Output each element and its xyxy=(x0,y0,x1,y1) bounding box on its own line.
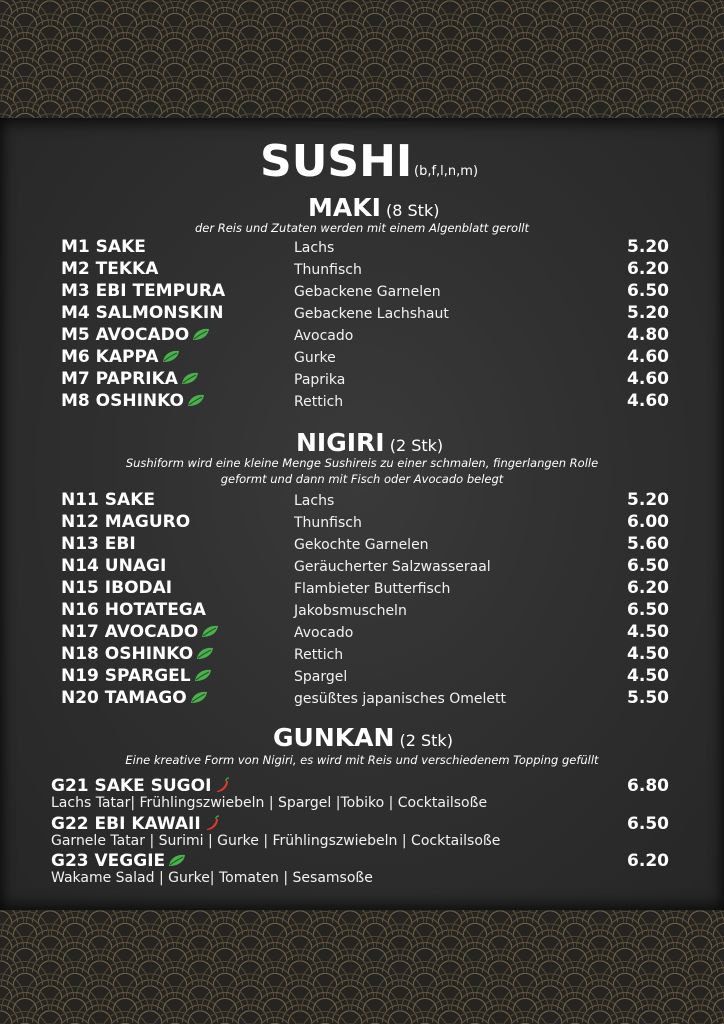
leaf-icon xyxy=(161,349,181,369)
section-heading-nigiri: NIGIRI (2 Stk) xyxy=(296,428,444,457)
menu-item-price: 5.20 xyxy=(627,303,669,323)
menu-item-description: Flambieter Butterfisch xyxy=(294,581,451,597)
menu-item-price: 4.60 xyxy=(627,347,669,367)
menu-item-price: 4.60 xyxy=(627,391,669,411)
menu-item-code: N12 MAGURO xyxy=(61,512,191,532)
menu-item-price: 6.80 xyxy=(627,776,669,796)
leaf-icon xyxy=(189,690,209,710)
menu-item-code: M3 EBI TEMPURA xyxy=(61,281,226,301)
menu-item-description: Thunfisch xyxy=(294,515,362,531)
menu-item-code: M7 PAPRIKA xyxy=(61,369,200,391)
menu-item-code: N19 SPARGEL xyxy=(61,666,213,688)
menu-item-code: M4 SALMONSKIN xyxy=(61,303,224,323)
menu-item-description: Gekochte Garnelen xyxy=(294,537,429,553)
wave-pattern-top xyxy=(0,0,724,118)
menu-item-description: Gebackene Garnelen xyxy=(294,284,441,300)
leaf-icon xyxy=(193,668,213,688)
menu-item-price: 4.50 xyxy=(627,622,669,642)
section-heading-maki: MAKI (8 Stk) xyxy=(308,193,440,222)
menu-item-code: M6 KAPPA xyxy=(61,347,181,369)
leaf-icon xyxy=(186,393,206,413)
menu-item-price: 4.80 xyxy=(627,325,669,345)
menu-item-code: G22 EBI KAWAII xyxy=(51,814,220,836)
menu-item-code: N15 IBODAI xyxy=(61,578,173,598)
menu-item-code: N20 TAMAGO xyxy=(61,688,209,710)
leaf-icon xyxy=(191,327,211,347)
menu-item-code: N18 OSHINKO xyxy=(61,644,215,666)
menu-item-code: N14 UNAGI xyxy=(61,556,167,576)
menu-item-description: Lachs Tatar| Frühlingszwiebeln | Spargel |Tobiko | Cocktailsoße xyxy=(51,795,488,811)
menu-item-description: Gebackene Lachshaut xyxy=(294,306,449,322)
menu-item-price: 6.00 xyxy=(627,512,669,532)
menu-item-price: 5.20 xyxy=(627,237,669,257)
menu-item-code: N16 HOTATEGA xyxy=(61,600,206,620)
menu-item-description: Lachs xyxy=(294,240,335,256)
menu-title: SUSHI xyxy=(260,136,413,187)
nigiri-note-line1: Sushiform wird eine kleine Menge Sushireis zu einer schmalen, fingerlangen Rolle xyxy=(125,456,599,470)
menu-item-description: Jakobsmuscheln xyxy=(294,603,407,619)
menu-item-description: Paprika xyxy=(294,372,346,388)
menu-item-price: 6.50 xyxy=(627,556,669,576)
menu-item-description: Thunfisch xyxy=(294,262,362,278)
menu-item-description: Spargel xyxy=(294,669,348,685)
allergen-codes: (b,f,l,n,m) xyxy=(414,164,479,179)
menu-item-price: 4.50 xyxy=(627,644,669,664)
menu-item-description: Lachs xyxy=(294,493,335,509)
menu-item-code: N11 SAKE xyxy=(61,490,155,510)
menu-item-price: 6.50 xyxy=(627,281,669,301)
menu-item-price: 6.50 xyxy=(627,600,669,620)
wave-pattern-bottom xyxy=(0,910,724,1024)
leaf-icon xyxy=(195,646,215,666)
menu-item-price: 6.50 xyxy=(627,814,669,834)
menu-item-code: M2 TEKKA xyxy=(61,259,159,279)
menu-item-code: G23 VEGGIE xyxy=(51,851,187,873)
menu-item-description: Avocado xyxy=(294,328,354,344)
menu-item-description: Rettich xyxy=(294,394,344,410)
menu-item-code: N17 AVOCADO xyxy=(61,622,220,644)
menu-item-description: Rettich xyxy=(294,647,344,663)
menu-item-code: M5 AVOCADO xyxy=(61,325,211,347)
menu-item-description: Wakame Salad | Gurke| Tomaten | Sesamsoße xyxy=(51,870,373,886)
menu-item-code: N13 EBI xyxy=(61,534,136,554)
menu-item-price: 6.20 xyxy=(627,259,669,279)
menu-item-price: 6.20 xyxy=(627,578,669,598)
leaf-icon xyxy=(180,371,200,391)
menu-item-description: Gurke xyxy=(294,350,336,366)
menu-item-price: 5.20 xyxy=(627,490,669,510)
menu-item-description: Avocado xyxy=(294,625,354,641)
menu-item-description: gesüßtes japanisches Omelett xyxy=(294,691,507,707)
section-heading-gunkan: GUNKAN (2 Stk) xyxy=(273,723,453,752)
menu-item-price: 4.50 xyxy=(627,666,669,686)
maki-note: der Reis und Zutaten werden mit einem Algenblatt gerollt xyxy=(194,221,529,235)
leaf-icon xyxy=(200,624,220,644)
menu-item-price: 5.60 xyxy=(627,534,669,554)
menu-item-code: M1 SAKE xyxy=(61,237,146,257)
menu-item-description: Garnele Tatar | Surimi | Gurke | Frühlingszwiebeln | Cocktailsoße xyxy=(51,833,501,849)
gunkan-note: Eine kreative Form von Nigiri, es wird mit Reis und verschiedenem Topping gefüllt xyxy=(125,753,599,767)
menu-item-code: M8 OSHINKO xyxy=(61,391,206,413)
menu-item-price: 5.50 xyxy=(627,688,669,708)
menu-item-description: Geräucherter Salzwasseraal xyxy=(294,559,491,575)
nigiri-note-line2: geformt und dann mit Fisch oder Avocado belegt xyxy=(220,472,504,486)
menu-item-code: G21 SAKE SUGOI xyxy=(51,776,230,798)
menu-item-price: 6.20 xyxy=(627,851,669,871)
menu-item-price: 4.60 xyxy=(627,369,669,389)
